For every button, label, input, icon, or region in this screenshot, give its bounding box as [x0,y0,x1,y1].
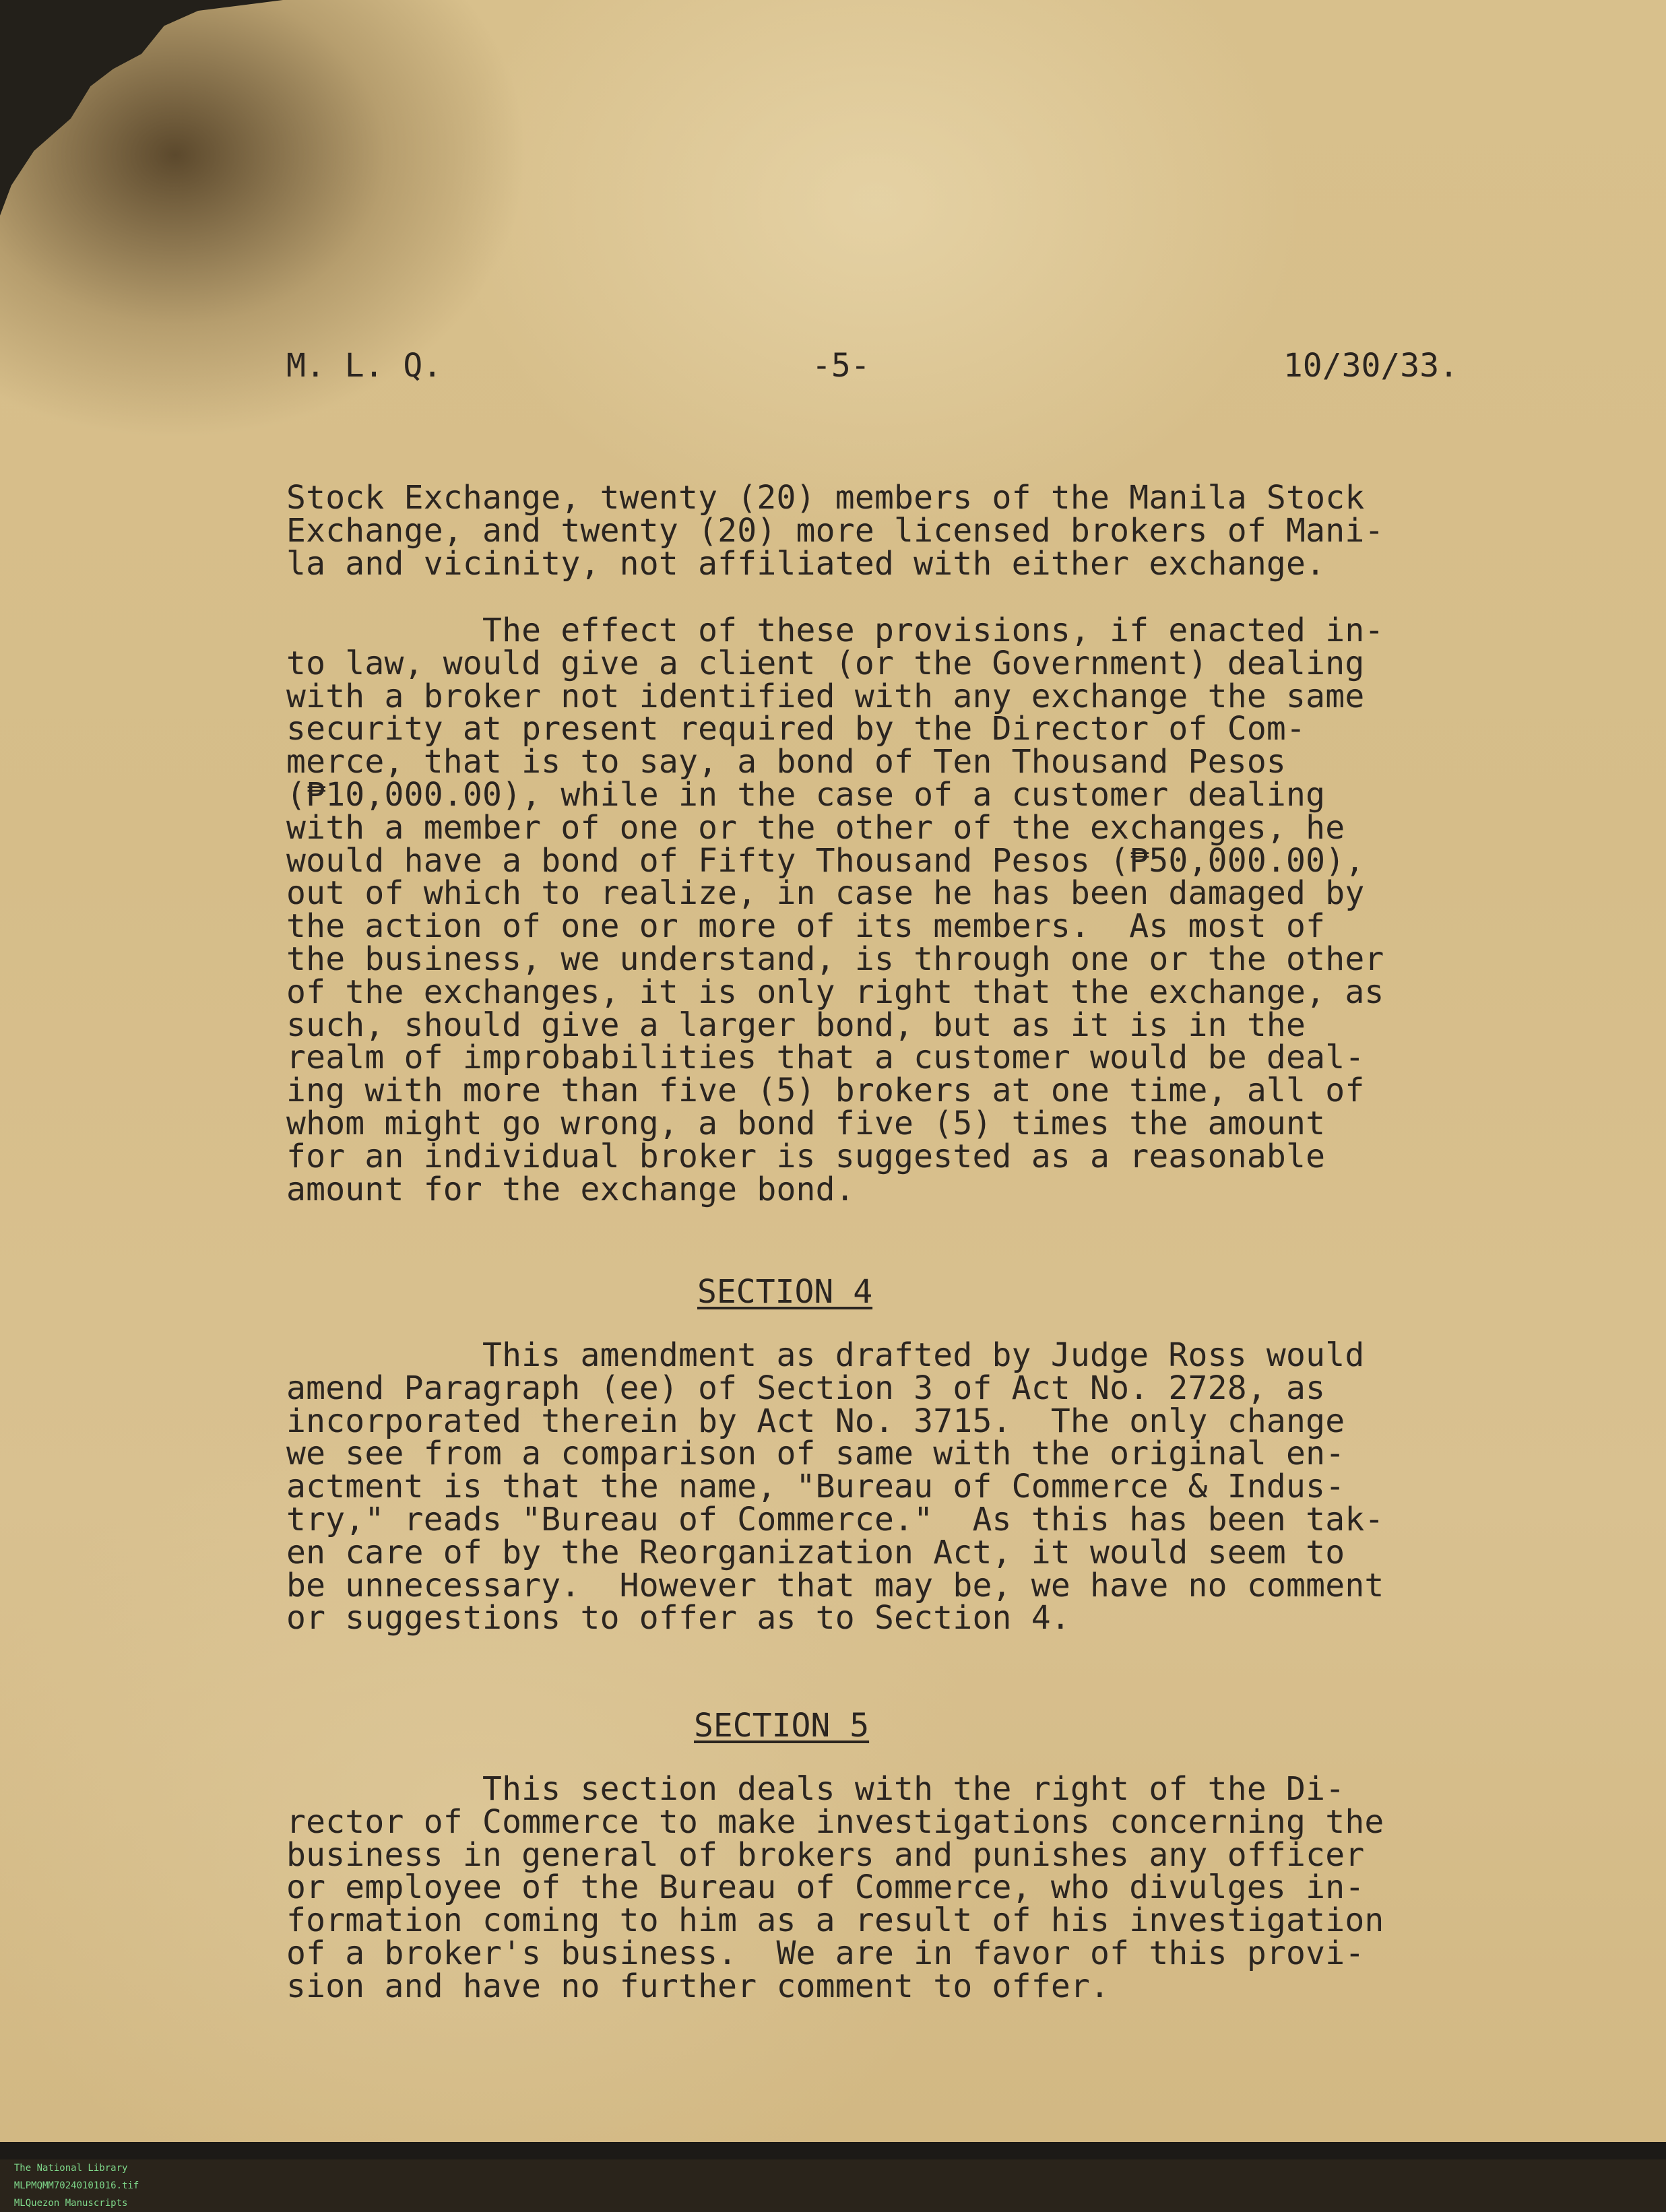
page-number: -5- [812,347,870,385]
footer-file: MLPMQMM70240101016.tif [13,2180,139,2191]
paragraph-effect-of-provisions: The effect of these provisions, if enacted in- to law, would give a client (or the Government) dealing with a broker not identified with any exchange the same security at present required by the Director of Com- merce, that is to say, a bond of Ten Thousand Pesos (₱10,000.00), while in the case of a customer dealing with a member of one or the other of the exchanges, he would have a bond of Fifty Thousand Pesos (₱50,000.00), out of which to realize, in case he has been damaged by the action of one or more of its members. As most of the business, we understand, is through one or the other of the exchanges, it is only right that the exchange, as such, should give a larger bond, but as it is in the realm of improbabilities that a customer would be deal- ing with more than five (5) brokers at one time, all of whom might go wrong, a bond five (5) times the amount for an individual broker is suggested as a reasonable amount for the exchange bond. [286,612,1384,1208]
paragraph-section-4: This amendment as drafted by Judge Ross would amend Paragraph (ee) of Section 3 of Act No. 2728, as incorporated therein by Act No. 3715. The only change we see from a comparison of same with the original en- actment is that the name, "Bureau of Commerce & Indus- try," reads "Bureau of Commerce." As this has been tak- en care of by the Reorganization Act, it would seem to be unnecessary. However that may be, we have no comment or suggestions to offer as to Section 4. [286,1336,1384,1637]
page-header [286,347,1459,387]
scan-footer [0,2142,1666,2209]
section-5-heading: SECTION 5 [694,1707,870,1745]
section-4-heading: SECTION 4 [697,1273,873,1311]
header-initials: M. L. Q. [286,347,443,385]
paragraph-section-5: This section deals with the right of the Di- rector of Commerce to make investigations concerning the business in general of brokers and punishes any officer or employee of the Bureau of Commerce, who divulges in- formation coming to him as a result of his investigation of a broker's business. We are in favor of this provi- sion and have no further comment to offer. [286,1770,1384,2005]
paragraph-continuation: Stock Exchange, twenty (20) members of the Manila Stock Exchange, and twenty (20) more licensed brokers of Mani- la and vicinity, not affiliated with either exchange. [286,479,1384,583]
header-date: 10/30/33. [1283,347,1459,385]
footer-library: The National Library [13,2163,128,2174]
footer-collection: MLQuezon Manuscripts [13,2198,128,2209]
torn-corner [0,0,283,216]
